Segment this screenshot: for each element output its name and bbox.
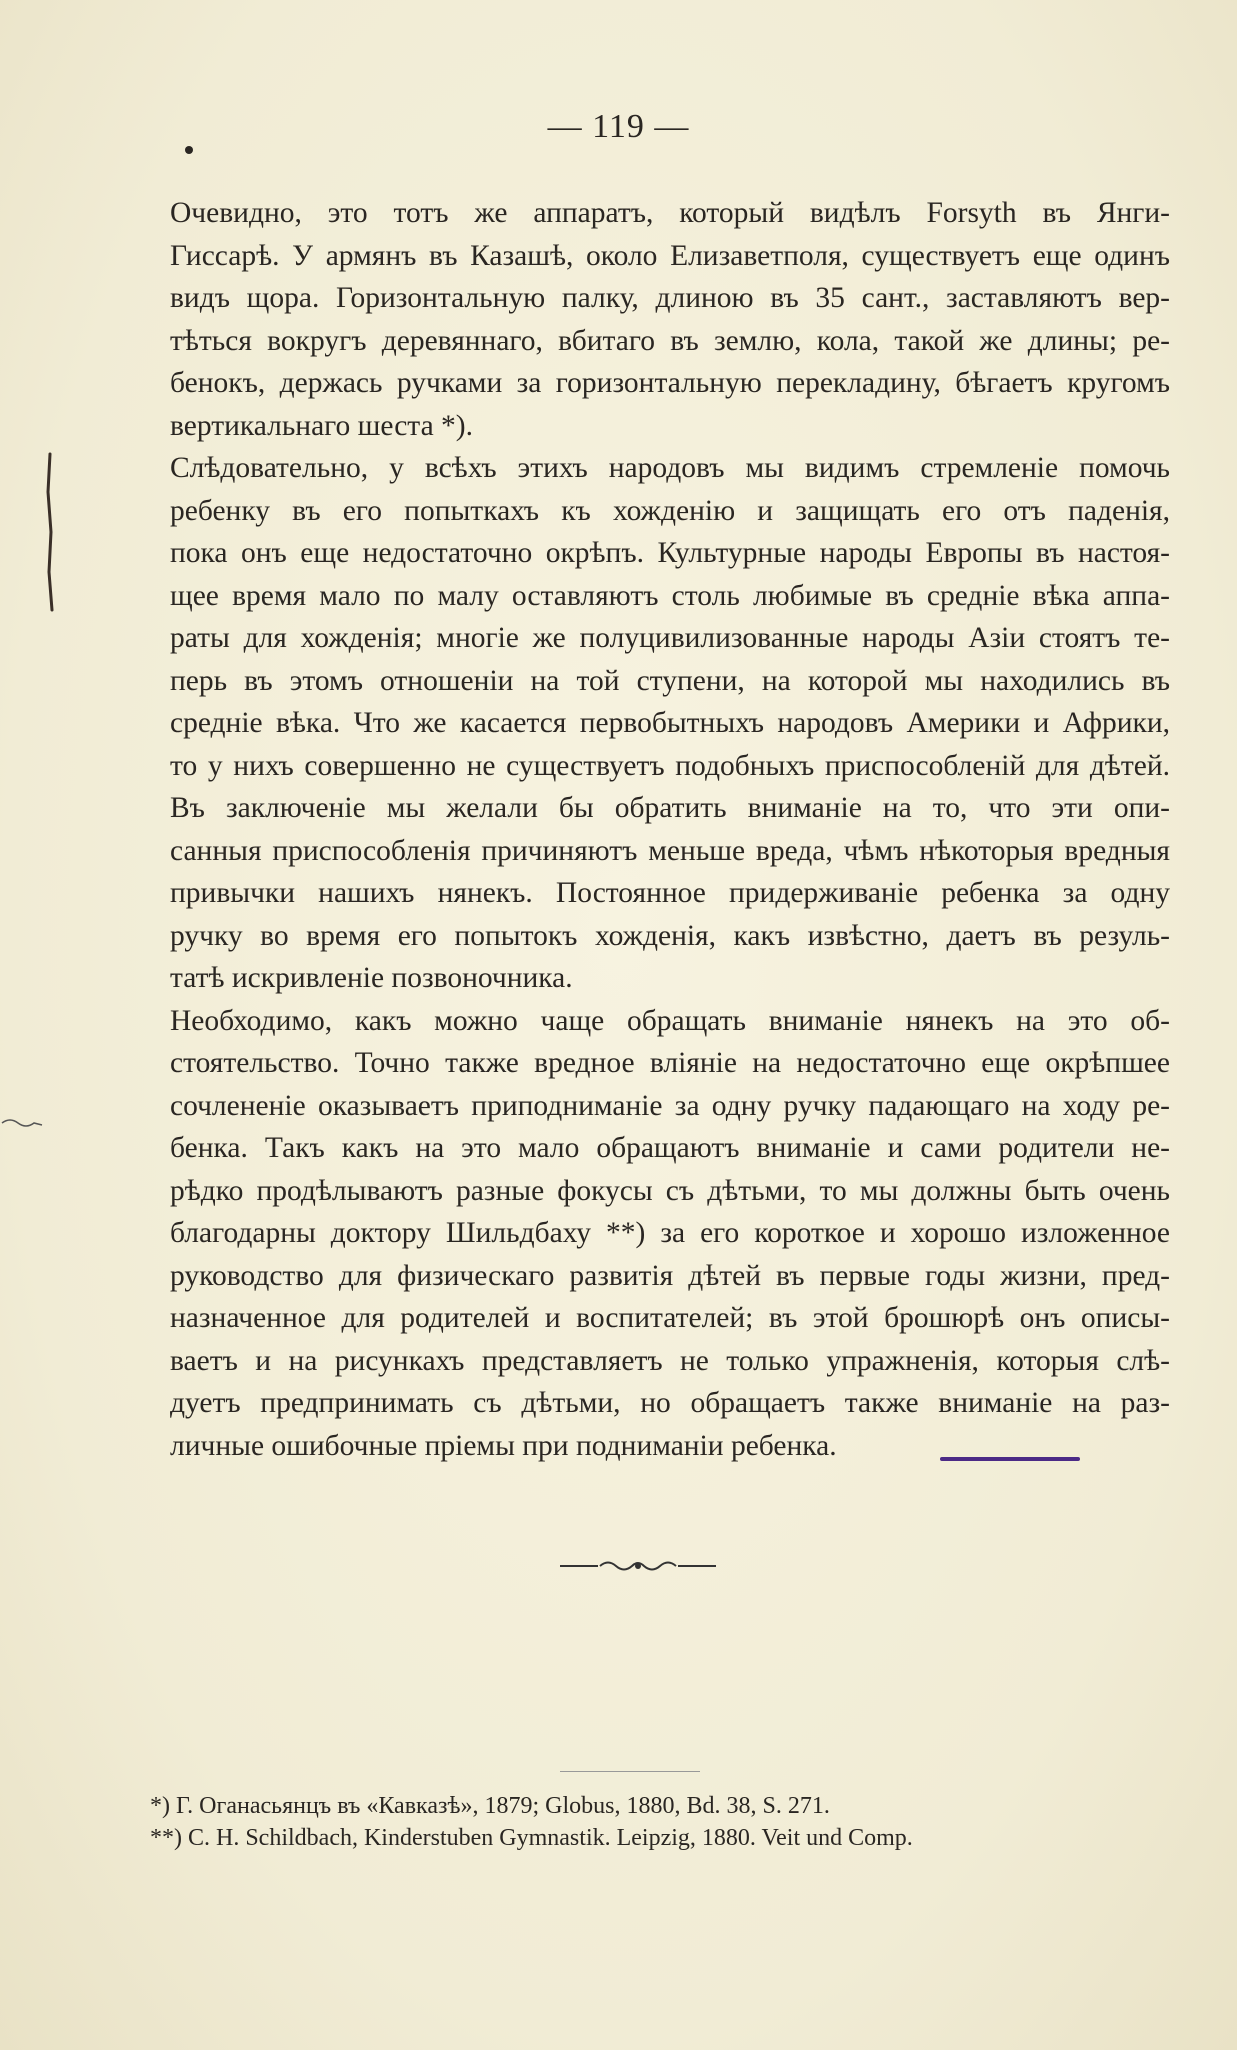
text-line: щее время мало по малу оставляютъ столь любимые въ средніе вѣка аппа- (170, 579, 1170, 612)
text-line: назначенное для родителей и воспитателей; въ этой брошюрѣ онъ описы- (170, 1302, 1170, 1334)
text-line: раты для хожденія; многіе же полуцивилизованные народы Азіи стоятъ те- (170, 622, 1170, 654)
text-line: руководство для физическаго развитія дѣтей въ первые годы жизни, пред- (170, 1259, 1170, 1292)
page-number: — 119 — (547, 108, 690, 145)
body-text (170, 192, 1170, 1467)
text-line: сочлененіе оказываетъ приподниманіе за одну ручку падающаго на ходу ре- (170, 1089, 1170, 1122)
margin-wave-mark (0, 1115, 44, 1129)
end-ornament (558, 1556, 718, 1576)
text-line: стоятельство. Точно также вредное вліяніе на недостаточно еще окрѣпшее (170, 1047, 1170, 1079)
text-line: бенка. Такъ какъ на это мало обращаютъ вниманіе и сами родители не- (170, 1132, 1170, 1164)
text-line: привычки нашихъ нянекъ. Постоянное придерживаніе ребенка за одну (170, 877, 1170, 909)
footnote: *) Г. Оганасьянцъ въ «Кавказѣ», 1879; Globus, 1880, Bd. 38, S. 271. (150, 1793, 830, 1819)
text-line: средніе вѣка. Что же касается первобытныхъ народовъ Америки и Африки, (170, 707, 1170, 739)
text-line: видъ щора. Горизонтальную палку, длиною въ 35 сант., заставляютъ вер- (170, 282, 1170, 314)
ink-dot (185, 146, 193, 154)
text-line: Очевидно, это тотъ же аппаратъ, который видѣлъ Forsyth въ Янги- (170, 197, 1170, 229)
text-line: ручку во время его попытокъ хожденія, какъ извѣстно, даетъ въ резуль- (170, 919, 1170, 952)
text-line: Въ заключеніе мы желали бы обратить вниманіе на то, что эти опи- (170, 792, 1170, 824)
text-line: ребенку въ его попыткахъ къ хожденію и защищать его отъ паденія, (170, 494, 1170, 527)
text-line: Слѣдовательно, у всѣхъ этихъ народовъ мы видимъ стремленіе помочь (170, 452, 1170, 484)
text-line: Необходимо, какъ можно чаще обращать вниманіе нянекъ на это об- (170, 1004, 1170, 1037)
text-line: личные ошибочные пріемы при подниманіи ребенка. (170, 1429, 837, 1462)
text-line: ваетъ и на рисункахъ представляетъ не только упражненія, которыя слѣ- (170, 1344, 1170, 1377)
margin-pencil-mark (44, 452, 56, 612)
footnote: **) C. H. Schildbach, Kinderstuben Gymnastik. Leipzig, 1880. Veit und Comp. (150, 1825, 913, 1851)
text-line: перь въ этомъ отношеніи на той ступени, на которой мы находились въ (170, 664, 1170, 697)
text-line: благодарны доктору Шильдбаху **) за его короткое и хорошо изложенное (170, 1217, 1170, 1249)
text-line: пока онъ еще недостаточно окрѣпъ. Культурные народы Европы въ настоя- (170, 537, 1170, 569)
purple-mark (940, 1457, 1080, 1461)
text-line: Гиссарѣ. У армянъ въ Казашѣ, около Елизаветполя, существуетъ еще одинъ (170, 239, 1170, 272)
text-line: дуетъ предпринимать съ дѣтьми, но обращаетъ также вниманіе на раз- (170, 1387, 1170, 1419)
text-line: то у нихъ совершенно не существуетъ подобныхъ приспособленій для дѣтей. (170, 749, 1170, 782)
text-line: тѣться вокругъ деревяннаго, вбитаго въ землю, кола, такой же длины; ре- (170, 324, 1170, 357)
text-line: рѣдко продѣлываютъ разные фокусы съ дѣтьми, то мы должны быть очень (170, 1174, 1170, 1207)
footnotes (150, 1790, 1150, 1854)
text-line: татѣ искривленіе позвоночника. (170, 962, 573, 994)
footnote-rule (560, 1771, 700, 1772)
text-line: вертикальнаго шеста *). (170, 409, 473, 442)
text-line: санныя приспособленія причиняютъ меньше вреда, чѣмъ нѣкоторыя вредныя (170, 834, 1170, 867)
text-line: бенокъ, держась ручками за горизонтальную перекладину, бѣгаетъ кругомъ (170, 367, 1170, 399)
